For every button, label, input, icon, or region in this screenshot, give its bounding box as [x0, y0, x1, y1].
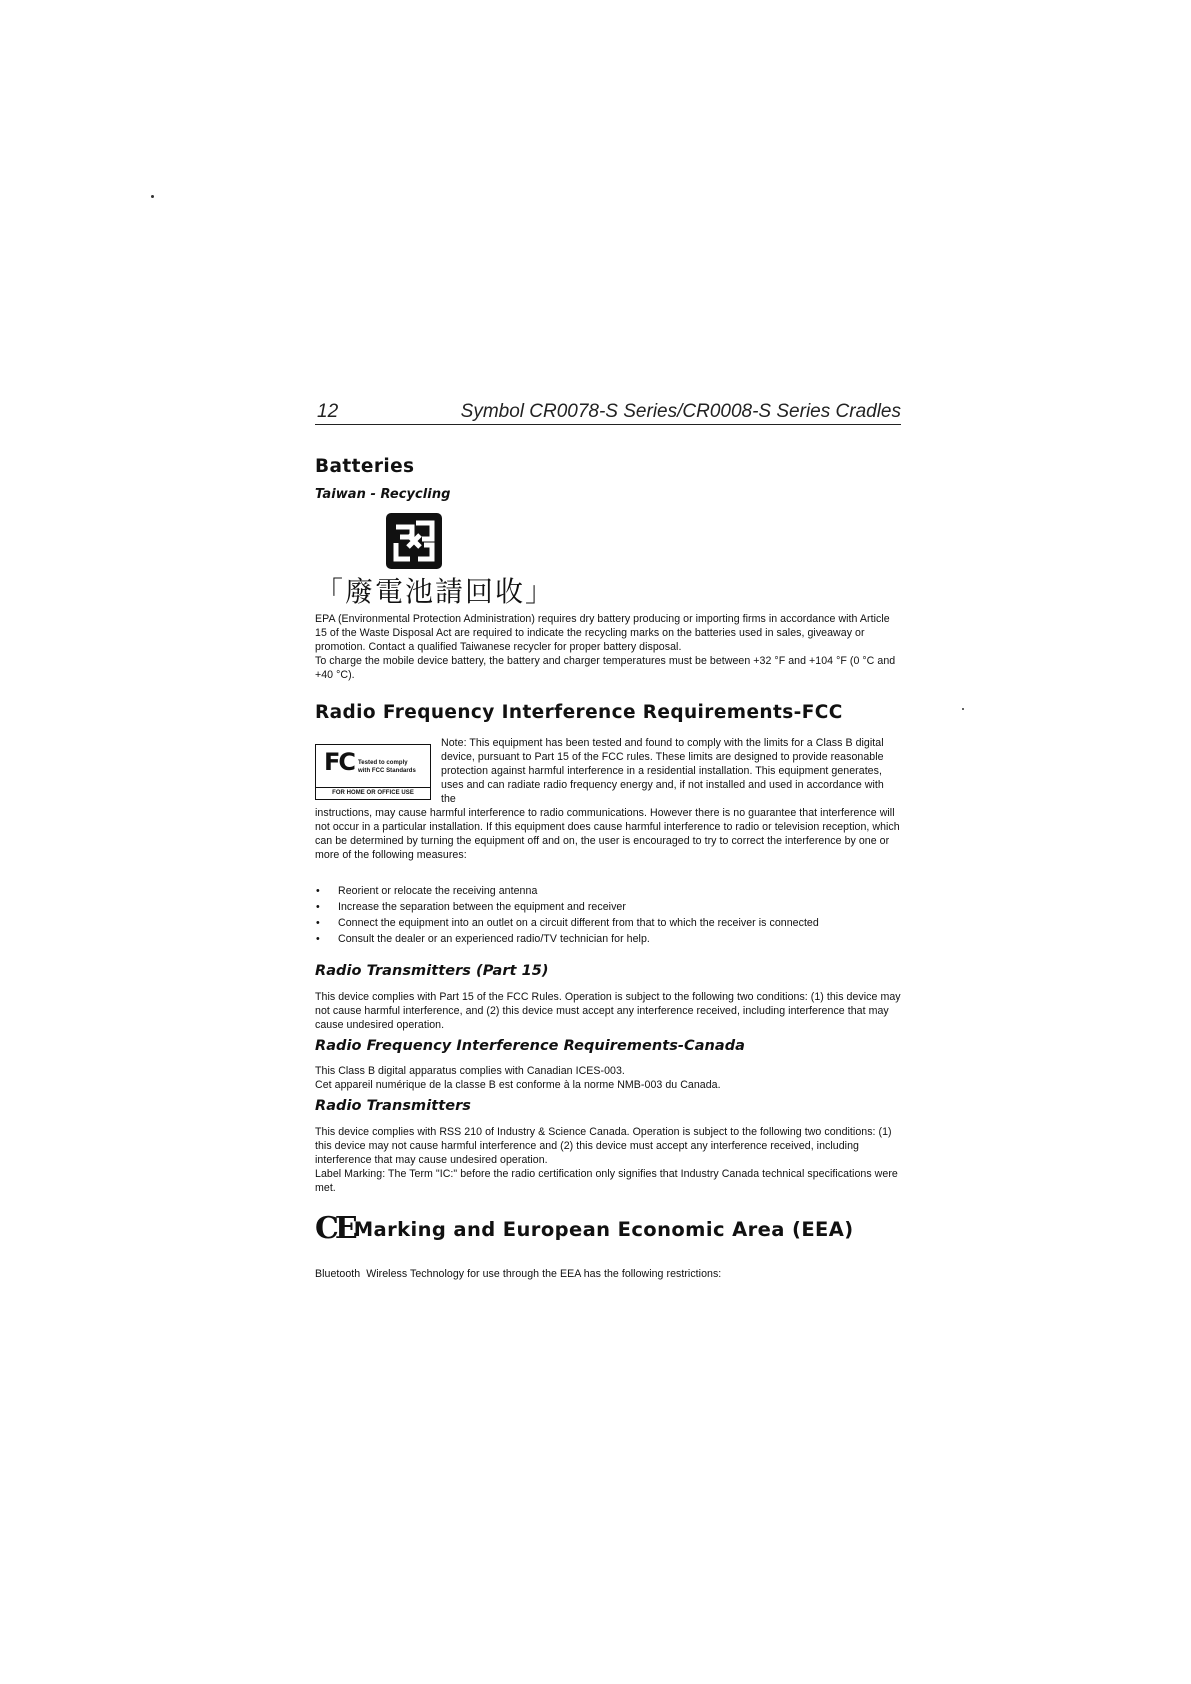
- ce-heading-block: [315, 1211, 901, 1246]
- charge-temperature-paragraph: To charge the mobile device battery, the battery and charger temperatures must be between +32 °F and +104 °F (0 °C and +40 °C).: [315, 655, 896, 681]
- scan-speck: [962, 708, 964, 710]
- radio-transmitters-text-block: [315, 1125, 901, 1195]
- fcc-logo-line3: FOR HOME OR OFFICE USE: [316, 787, 430, 799]
- fcc-heading: Radio Frequency Interference Requirements-FCC: [315, 702, 843, 723]
- fcc-note-text: Note: This equipment has been tested and found to comply with the limits for a Class B digital device, pursuant to Part 15 of the FCC rules. These limits are designed to provide reasonable protection against harmful interference in a residential installation. This equipment generates, uses and can radiate radio frequency energy and, if not installed and used in accordance with the: [441, 737, 884, 805]
- fcc-measures-list: [315, 884, 901, 946]
- rss210-paragraph: This device complies with RSS 210 of Industry & Science Canada. Operation is subject to the following two conditions: (1) this device may not cause harmful interference and (2) this device must accept any interference received, including interference that may cause undesired operation.: [315, 1126, 892, 1166]
- chinese-recycle-text-block: [315, 575, 901, 609]
- fcc-heading-block: [315, 702, 901, 723]
- fcc-note-continued-block: [315, 806, 901, 862]
- canada-text-en: This Class B digital apparatus complies with Canadian ICES-003.: [315, 1065, 625, 1077]
- canada-text-fr: Cet appareil numérique de la classe B est conforme à la norme NMB-003 du Canada.: [315, 1079, 721, 1091]
- running-title: Symbol CR0078-S Series/CR0008-S Series Cradles: [460, 401, 901, 422]
- taiwan-recycling-subheading: Taiwan - Recycling: [315, 487, 451, 502]
- page-number: 12: [317, 401, 339, 422]
- canada-heading: Radio Frequency Interference Requirements-Canada: [315, 1038, 746, 1054]
- fcc-logo-line1: Tested to comply: [358, 760, 408, 766]
- ce-text-block: [315, 1267, 901, 1281]
- bluetooth-restrictions-text: Bluetooth Wireless Technology for use through the EEA has the following restrictions:: [315, 1268, 722, 1280]
- recycle-logo-icon: [386, 513, 442, 569]
- chinese-recycle-text: 「廢電池請回收」: [315, 575, 556, 608]
- fcc-note-continued: instructions, may cause harmful interference to radio communications. However there is no guarantee that interference will not occur in a particular installation. If this equipment does cause harmful interference to radio or television reception, which can be determined by turning the equipment off and on, the user is encouraged to try to correct the interference by one or more of the following measures:: [315, 807, 900, 861]
- list-item: • Consult the dealer or an experienced radio/TV technician for help.: [315, 932, 901, 946]
- label-marking-paragraph: Label Marking: The Term "IC:" before the radio certification only signifies that Industry Canada technical specifications were met.: [315, 1168, 898, 1194]
- fcc-measures-block: [315, 884, 901, 946]
- part15-text: This device complies with Part 15 of the FCC Rules. Operation is subject to the following two conditions: (1) this device may not cause harmful interference, and (2) this device must accept any interference received, including interference that may cause undesired operation.: [315, 991, 901, 1031]
- radio-transmitters-heading-block: [315, 1099, 901, 1113]
- ce-mark-icon: CE: [315, 1211, 354, 1246]
- fcc-logo-line2: with FCC Standards: [358, 768, 416, 774]
- canada-heading-block: [315, 1039, 901, 1053]
- fcc-note-block: [315, 736, 901, 816]
- recycle-logo-block: [315, 513, 901, 573]
- epa-paragraph-block: [315, 612, 901, 682]
- canada-text-block: [315, 1064, 901, 1092]
- list-item: • Reorient or relocate the receiving antenna: [315, 884, 901, 898]
- fcc-logo-icon: FC Tested to comply with FCC Standards FOR HOME OR OFFICE USE: [315, 744, 431, 800]
- taiwan-subheading-block: [315, 488, 901, 502]
- ce-heading: Marking and European Economic Area (EEA): [353, 1218, 854, 1241]
- list-item: • Connect the equipment into an outlet on a circuit different from that to which the receiver is connected: [315, 916, 901, 930]
- scan-speck: [151, 195, 154, 198]
- radio-transmitters-heading: Radio Transmitters: [315, 1098, 471, 1114]
- part15-text-block: [315, 990, 901, 1032]
- epa-paragraph: EPA (Environmental Protection Administration) requires dry battery producing or importing firms in accordance with Article 15 of the Waste Disposal Act are required to indicate the recycling marks on the batteries used in sales, giveaway or promotion. Contact a qualified Taiwanese recycler for proper battery disposal.: [315, 613, 890, 653]
- batteries-heading: Batteries: [315, 456, 415, 477]
- part15-heading: Radio Transmitters (Part 15): [315, 963, 549, 979]
- page-header: [315, 400, 901, 425]
- part15-heading-block: [315, 964, 901, 978]
- list-item: • Increase the separation between the equipment and receiver: [315, 900, 901, 914]
- batteries-heading-block: [315, 456, 901, 477]
